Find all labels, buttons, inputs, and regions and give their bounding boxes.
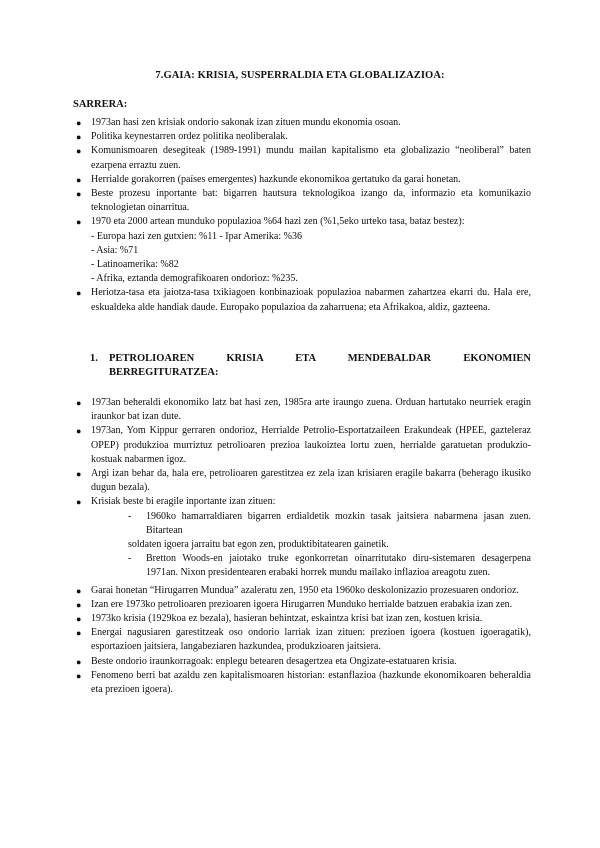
dash-item: - 1960ko hamarraldiaren bigarren erdialdetik mozkin tasak jaitsiera nabarmena jasan zuen. Bitartean bbox=[128, 510, 531, 536]
section-heading-line: BERREGITURATZEA: bbox=[109, 367, 219, 378]
list-item: ● Fenomeno berri bat azaldu zen kapitalismoaren historian: estanflazioa (hazkunde ekonomikoaren beheraldia eta prezioen igoera). bbox=[76, 669, 531, 696]
list-item: ● Heriotza-tasa eta jaiotza-tasa txikiagoen konbinazioak populazioa nabarmen zahartzea ekarri du. Hala ere, eskualdeka alde handiak daude. Europako populazioa da zaharruena; eta Afrikakoa, aldiz, gazteena. bbox=[76, 287, 531, 313]
bullet-icon: ● bbox=[76, 469, 82, 480]
bullet-icon: ● bbox=[76, 670, 82, 681]
list-item: ● Beste ondorio iraunkorragoak: enplegu betearen desagertzea eta Ongizate-estatuaren krisia. bbox=[0, 655, 600, 669]
section1-list bbox=[0, 396, 600, 697]
bullet-icon: ● bbox=[76, 398, 82, 408]
list-item: ● 1973an hasi zen krisiak ondorio sakonak izan zituen mundu ekonomia osoan. bbox=[0, 116, 600, 130]
dash-item: - Bretton Woods-en jaiotako truke egonkorretan oinarritutako diru-sistemaren desagerpena 1971an. Nixon presidentearen erabaki horrek mundu mailako inflazioa areagotu zuen. bbox=[128, 553, 531, 579]
list-item: ● Politika keynestarren ordez politika neoliberalak. bbox=[0, 130, 600, 144]
bullet-icon: ● bbox=[76, 146, 82, 157]
list-item: ● Energai nagusiaren garestitzeak oso ondorio larriak izan zituen: prezioen igoera (kostuen igoeragatik), esportazioen jaitsiera, langabeziaren hazkundea, produkzioaren jaitsiera. bbox=[76, 627, 531, 653]
continuation-line: soldaten igoera jarraitu bat egon zen, produktibitatearen gainetik. bbox=[128, 539, 389, 551]
population-line: - Afrika, eztanda demografikoaren ondorioz: %235. bbox=[91, 273, 298, 285]
bullet-icon: ● bbox=[76, 217, 82, 228]
bullet-icon: ● bbox=[76, 656, 82, 667]
list-item: ● Krisiak beste bi eragile inportante izan zituen: bbox=[0, 495, 600, 509]
bullet-icon: ● bbox=[76, 599, 82, 610]
list-item: ● Izan ere 1973ko petrolioaren prezioaren igoera Hirugarren Munduko herrialde batzuen erabakia izan zen. bbox=[0, 598, 600, 612]
section-heading bbox=[90, 352, 531, 380]
bullet-icon: ● bbox=[76, 118, 82, 128]
list-item: ● Beste prozesu inportante bat: bigarren hautsura teknologikoa izango da, informazio eta komunikazio teknologietan oinarritua. bbox=[76, 188, 531, 214]
bullet-icon: ● bbox=[76, 174, 82, 185]
intro-heading: SARRERA: bbox=[73, 99, 128, 110]
bullet-icon: ● bbox=[76, 585, 82, 596]
bullet-icon: ● bbox=[76, 497, 82, 508]
population-line: - Europa hazi zen gutxien: %11 - Ipar Amerika: %36 bbox=[91, 230, 302, 242]
bullet-icon: ● bbox=[76, 189, 82, 200]
dash-marker: - bbox=[128, 553, 132, 565]
list-item: ● Komunismoaren desegiteak (1989-1991) mundu mailan kapitalismo eta globalizazio “neoliberal” baten ezarpena erraztu zuen. bbox=[76, 145, 531, 171]
bullet-icon: ● bbox=[76, 614, 82, 625]
intro-list bbox=[0, 116, 600, 315]
population-line: - Latinoamerika: %82 bbox=[91, 259, 179, 271]
bullet-icon: ● bbox=[76, 288, 82, 299]
list-item: ● Argi izan behar da, hala ere, petrolioaren garestitzea ez zela izan krisiaren eragile bakarra (beherago ikusiko dugun bezala). bbox=[76, 468, 531, 494]
section-number: 1. bbox=[90, 353, 98, 364]
list-item: ● 1970 eta 2000 artean munduko populazioa %64 hazi zen (%1,5eko urteko tasa, bataz bestez): bbox=[0, 215, 600, 229]
list-item: ● 1973ko krisia (1929koa ez bezala), hasieran behintzat, eskaintza krisi bat izan zen, kostuen krisia. bbox=[0, 612, 600, 626]
section-heading-line: PETROLIOAREN KRISIA ETA MENDEBALDAR EKONOMIEN bbox=[109, 353, 531, 364]
bullet-icon: ● bbox=[76, 426, 82, 437]
page-title: 7.GAIA: KRISIA, SUSPERRALDIA ETA GLOBALIZAZIOA: bbox=[155, 70, 445, 81]
list-item: ● Herrialde gorakorren (países emergentes) hazkunde ekonomikoa gertatuko da garai honetan. bbox=[0, 173, 600, 187]
population-line: - Asia: %71 bbox=[91, 244, 139, 256]
bullet-icon: ● bbox=[76, 628, 82, 639]
list-item: ● 1973an, Yom Kippur gerraren ondorioz, Herrialde Petrolio-Esportatzaileen Erakundeak (HPEE, gazteleraz OPEP) produkzioa murriztuz petrolioaren prezioa laukoiztea lortu zuen, herrialde garatuetan produkzio- kostuak nabarmen igoz. bbox=[76, 425, 531, 465]
list-item: ● 1973an beheraldi ekonomiko latz bat hasi zen, 1985ra arte iraungo zuena. Orduan hartutako neurriek eragin iraunkor bat izan dute. bbox=[76, 397, 531, 423]
list-item: ● Garai honetan “Hirugarren Mundua” azaleratu zen, 1950 eta 1960ko deskolonizazio prozesuaren ondorioz. bbox=[0, 584, 600, 598]
bullet-icon: ● bbox=[76, 132, 82, 143]
dash-marker: - bbox=[128, 510, 132, 522]
